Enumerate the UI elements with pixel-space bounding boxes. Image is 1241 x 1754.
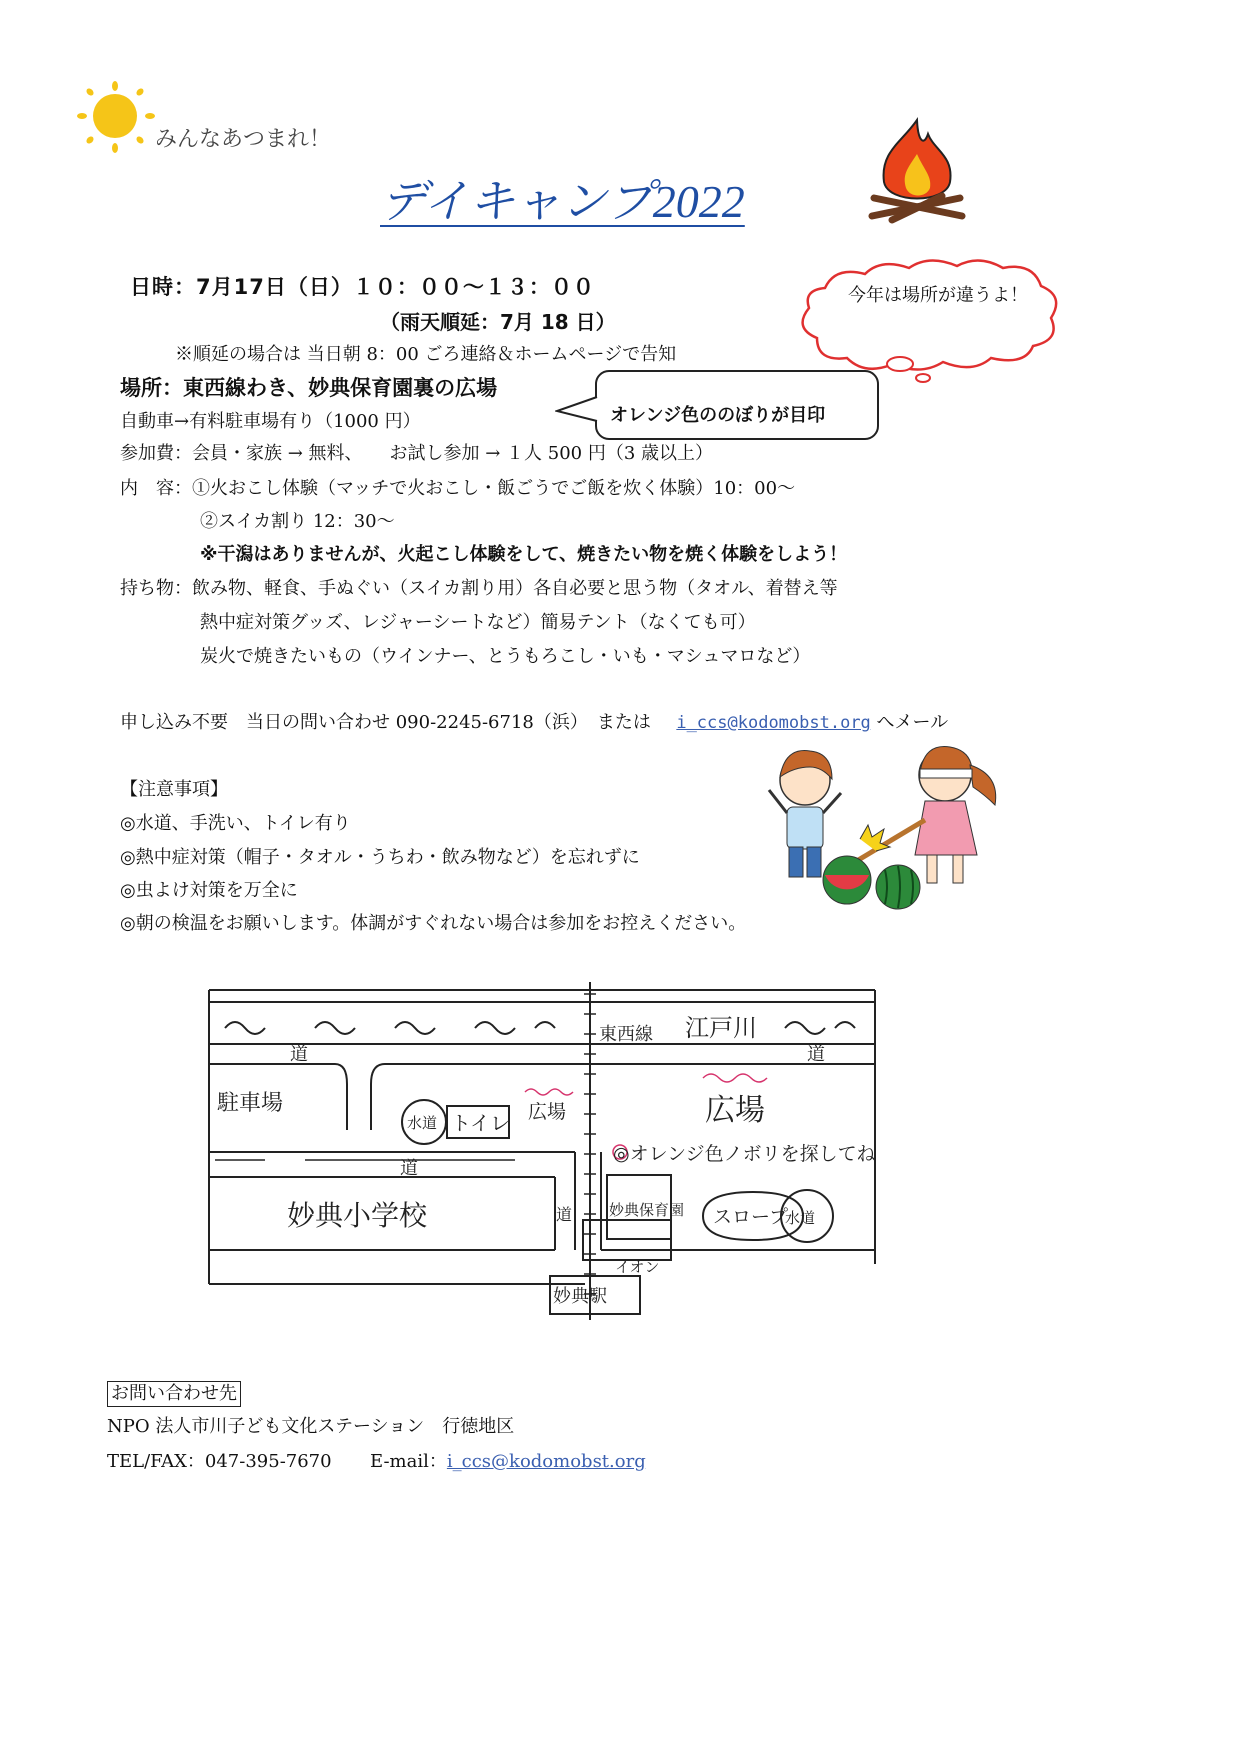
- map-plaza-small-label: 広場: [528, 1101, 567, 1123]
- callout-pointer: [555, 395, 599, 425]
- content-line-2: ②スイカ割り 12：30～: [200, 511, 395, 532]
- content-note: ※干潟はありませんが、火起こし体験をして、焼きたい物を焼く体験をしよう！: [200, 544, 848, 565]
- map-road-label: 道: [556, 1205, 573, 1224]
- footer-org: NPO 法人市川子ども文化ステーション 行徳地区: [107, 1416, 515, 1437]
- note-item: ◎虫よけ対策を万全に: [120, 880, 298, 901]
- watermelon-kids-illustration: [765, 735, 1010, 910]
- map-slope-label: スロープ: [713, 1206, 789, 1228]
- note-item: ◎熱中症対策（帽子・タオル・うちわ・飲み物など）を忘れずに: [120, 847, 640, 868]
- fee-info: 参加費：会員・家族 → 無料、 お試し参加 → １人 500 円（3 歳以上）: [120, 443, 714, 464]
- callout-text: オレンジ色ののぼりが目印: [610, 405, 826, 426]
- rain-note: ※順延の場合は 当日朝 8：00 ごろ連絡＆ホームページで告知: [175, 344, 677, 365]
- contact-suffix: へメール: [876, 712, 949, 733]
- page-title: デイキャンプ2022: [380, 176, 745, 227]
- greeting-text: みんなあつまれ！: [155, 127, 332, 152]
- site-map: [195, 980, 895, 1325]
- parking-info: 自動車→有料駐車場有り（1000 円）: [120, 411, 421, 432]
- footer-email-link[interactable]: i_ccs@kodomobst.org: [446, 1451, 646, 1472]
- map-parking-label: 駐車場: [217, 1091, 284, 1116]
- contact-line: [120, 711, 948, 735]
- items-line-3: 炭火で焼きたいもの（ウインナー、とうもろこし・いも・マシュマロなど）: [200, 646, 811, 667]
- footer-email-line: [370, 1450, 646, 1474]
- map-flag-note: ◎オレンジ色ノボリを探してね: [613, 1143, 876, 1165]
- event-place: 場所：東西線わき、妙典保育園裏の広場: [120, 376, 498, 400]
- contact-text: 申し込み不要 当日の問い合わせ 090-2245-6718（浜） または: [120, 712, 651, 733]
- map-river-label: 江戸川: [685, 1014, 757, 1042]
- map-plaza-label: 広場: [705, 1093, 765, 1128]
- contact-email-link[interactable]: i_ccs@kodomobst.org: [676, 713, 871, 733]
- footer-tel: TEL/FAX：047-395-7670: [107, 1451, 332, 1472]
- map-road-label: 道: [400, 1158, 418, 1179]
- sun-icon: [70, 80, 160, 156]
- map-rail-label: 東西線: [599, 1024, 653, 1045]
- event-datetime: 日時：7月17日（日）１０：００～１３：００: [130, 275, 595, 299]
- bonfire-icon: [862, 112, 972, 227]
- map-water-label: 水道: [407, 1114, 438, 1132]
- notes-heading: 【注意事項】: [120, 779, 228, 800]
- footer-label: お問い合わせ先: [107, 1381, 241, 1407]
- note-item: ◎水道、手洗い、トイレ有り: [120, 813, 351, 834]
- rain-date: （雨天順延：7月 18 日）: [380, 310, 616, 334]
- map-nursery-label: 妙典保育園: [609, 1201, 685, 1219]
- items-line-1: 持ち物：飲み物、軽食、手ぬぐい（スイカ割り用）各自必要と思う物（タオル、着替え等: [120, 578, 838, 599]
- map-road-label: 道: [807, 1044, 825, 1065]
- items-line-2: 熱中症対策グッズ、レジャーシートなど）簡易テント（なくても可）: [200, 612, 756, 633]
- map-water-label: 水道: [785, 1209, 816, 1227]
- map-aeon-label: イオン: [615, 1258, 660, 1276]
- thought-bubble: [795, 258, 1080, 388]
- map-road-label: 道: [290, 1044, 308, 1065]
- content-line-1: 内 容：①火おこし体験（マッチで火おこし・飯ごうでご飯を炊く体験）10：00～: [120, 478, 796, 499]
- footer-email-label: E-mail：: [370, 1451, 447, 1472]
- map-station-label: 妙典駅: [553, 1286, 607, 1307]
- map-toilet-label: トイレ: [451, 1111, 510, 1135]
- map-school-label: 妙典小学校: [287, 1199, 428, 1232]
- note-item: ◎朝の検温をお願いします。体調がすぐれない場合は参加をお控えください。: [120, 913, 747, 934]
- bubble-note: 今年は場所が違うよ！: [848, 285, 1028, 306]
